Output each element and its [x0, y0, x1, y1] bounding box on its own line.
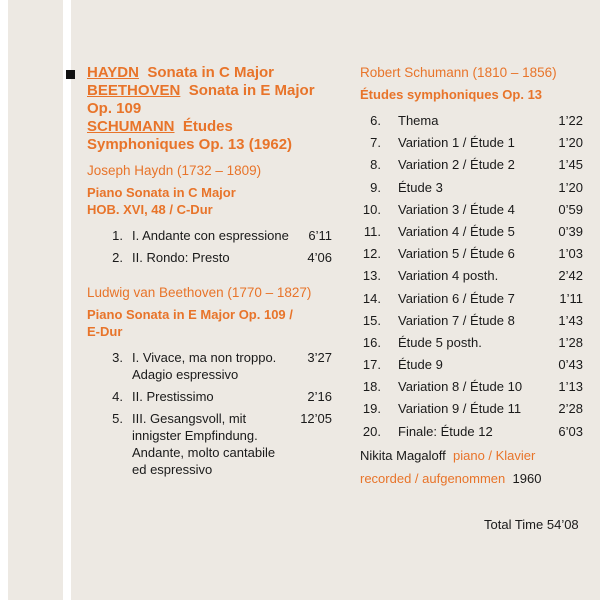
track-duration: 0’59	[558, 201, 583, 217]
track-row	[87, 249, 337, 266]
track-duration: 0’43	[558, 357, 583, 373]
track-duration: 3’27	[307, 350, 332, 365]
recording-credit	[360, 470, 590, 487]
track-row	[87, 410, 337, 478]
total-time: Total Time 54’08	[484, 517, 579, 532]
performer-role: piano / Klavier	[452, 447, 536, 463]
composer-haydn: Joseph Haydn (1732 – 1809)	[87, 163, 262, 178]
work-haydn-title: Piano Sonata in C Major	[87, 185, 236, 200]
heading-work-schumann: Études	[182, 118, 233, 135]
track-duration: 1’20	[558, 135, 583, 151]
track-number: 6.	[370, 113, 381, 128]
album-heading	[87, 64, 337, 154]
heading-opus-beethoven: Op. 109	[87, 100, 142, 117]
track-title: Variation 5 / Étude 6	[398, 246, 515, 262]
heading-composer-beethoven: BEETHOVEN	[87, 82, 181, 99]
track-duration: 2’28	[558, 401, 583, 417]
track-title: I. Vivace, ma non troppo. Adagio espressivo	[132, 350, 277, 382]
track-number: 10.	[362, 201, 381, 217]
track-duration: 12’05	[300, 411, 332, 426]
track-duration: 1’20	[558, 179, 583, 195]
work-beethoven-title: Piano Sonata in E Major Op. 109 /	[87, 307, 293, 322]
heading-work-schumann-cont: Symphoniques Op. 13 (1962)	[87, 136, 293, 153]
heading-composer-schumann: SCHUMANN	[87, 118, 175, 135]
track-duration: 2’42	[558, 268, 583, 284]
track-number: 3.	[112, 350, 123, 365]
track-row	[87, 349, 337, 383]
left-column	[87, 64, 337, 483]
work-beethoven-key: E-Dur	[87, 324, 123, 339]
track-duration: 1’43	[558, 312, 583, 328]
track-number: 12.	[362, 246, 381, 262]
track-title: III. Gesangsvoll, mit innigster Empfindung. Andante, molto cantabile ed espressivo	[132, 411, 276, 477]
track-title: Variation 2 / Étude 2	[398, 157, 515, 173]
track-row	[360, 378, 590, 395]
track-row	[360, 245, 590, 262]
track-title: Thema	[398, 113, 439, 128]
beethoven-track-list	[87, 349, 337, 478]
track-row	[360, 312, 590, 329]
track-row	[360, 156, 590, 173]
track-title: Variation 4 / Étude 5	[398, 223, 515, 239]
track-number: 9.	[370, 179, 381, 195]
track-duration: 6’11	[308, 228, 332, 243]
track-duration: 1’13	[558, 379, 583, 395]
track-row	[360, 112, 590, 129]
composer-schumann: Robert Schumann (1810 – 1856)	[360, 65, 557, 80]
track-duration: 4’06	[307, 250, 332, 265]
track-duration: 1’45	[558, 157, 583, 173]
right-column	[360, 64, 590, 487]
track-number: 19.	[362, 401, 381, 417]
track-title: Variation 6 / Étude 7	[398, 290, 515, 306]
track-number: 5.	[112, 411, 123, 426]
performer-credit	[360, 447, 590, 464]
track-row	[360, 223, 590, 240]
track-number: 4.	[112, 389, 123, 404]
track-number: 18.	[362, 379, 381, 395]
recorded-year: 1960	[512, 470, 542, 486]
track-title: I. Andante con espressione	[132, 228, 289, 243]
performer-name: Nikita Magaloff	[360, 447, 446, 463]
vertical-divider-right	[63, 0, 71, 600]
track-title: Variation 3 / Étude 4	[398, 201, 515, 217]
track-number: 2.	[112, 250, 123, 265]
track-title: II. Rondo: Presto	[132, 250, 230, 265]
work-haydn	[87, 184, 337, 218]
track-number: 14.	[362, 290, 381, 306]
track-row	[87, 227, 337, 244]
heading-work-beethoven: Sonata in E Major	[188, 82, 315, 99]
track-number: 13.	[362, 268, 381, 284]
track-number: 1.	[112, 228, 123, 243]
track-duration: 0’39	[558, 223, 583, 239]
work-schumann: Études symphoniques Op. 13	[360, 87, 543, 102]
track-title: II. Prestissimo	[132, 389, 214, 404]
track-row	[360, 334, 590, 351]
vertical-divider-left	[0, 0, 8, 600]
track-title: Étude 5 posth.	[398, 334, 482, 350]
track-title: Finale: Étude 12	[398, 423, 493, 439]
track-duration: 1’11	[559, 290, 583, 306]
track-duration: 1’03	[558, 246, 583, 262]
track-title: Étude 3	[398, 179, 443, 195]
track-title: Variation 8 / Étude 10	[398, 379, 523, 395]
track-duration: 2’16	[307, 389, 332, 404]
heading-work-haydn: Sonata in C Major	[147, 64, 274, 81]
track-row	[360, 134, 590, 151]
track-number: 7.	[370, 135, 381, 151]
track-row	[87, 388, 337, 405]
square-bullet-icon	[66, 70, 75, 79]
track-duration: 1’28	[558, 334, 583, 350]
schumann-track-list	[360, 112, 590, 440]
track-number: 11.	[363, 223, 381, 239]
track-row	[360, 290, 590, 307]
recorded-label: recorded / aufgenommen	[360, 470, 506, 486]
track-number: 20.	[362, 423, 381, 439]
track-title: Variation 4 posth.	[398, 268, 499, 284]
track-number: 17.	[362, 357, 381, 373]
heading-composer-haydn: HAYDN	[87, 64, 139, 81]
haydn-track-list	[87, 227, 337, 266]
track-row	[360, 201, 590, 218]
work-haydn-catalog: HOB. XVI, 48 / C-Dur	[87, 202, 213, 217]
track-row	[360, 267, 590, 284]
track-title: Variation 9 / Étude 11	[398, 401, 522, 417]
composer-beethoven: Ludwig van Beethoven (1770 – 1827)	[87, 285, 312, 300]
track-title: Variation 1 / Étude 1	[398, 135, 515, 151]
track-number: 8.	[370, 157, 381, 173]
track-row	[360, 179, 590, 196]
work-beethoven	[87, 306, 337, 340]
track-row	[360, 423, 590, 440]
track-title: Étude 9	[398, 357, 443, 373]
track-duration: 6’03	[558, 423, 583, 439]
track-row	[360, 356, 590, 373]
track-row	[360, 400, 590, 417]
track-title: Variation 7 / Étude 8	[398, 312, 515, 328]
track-duration: 1’22	[558, 113, 583, 128]
track-number: 15.	[362, 312, 381, 328]
track-number: 16.	[362, 334, 381, 350]
